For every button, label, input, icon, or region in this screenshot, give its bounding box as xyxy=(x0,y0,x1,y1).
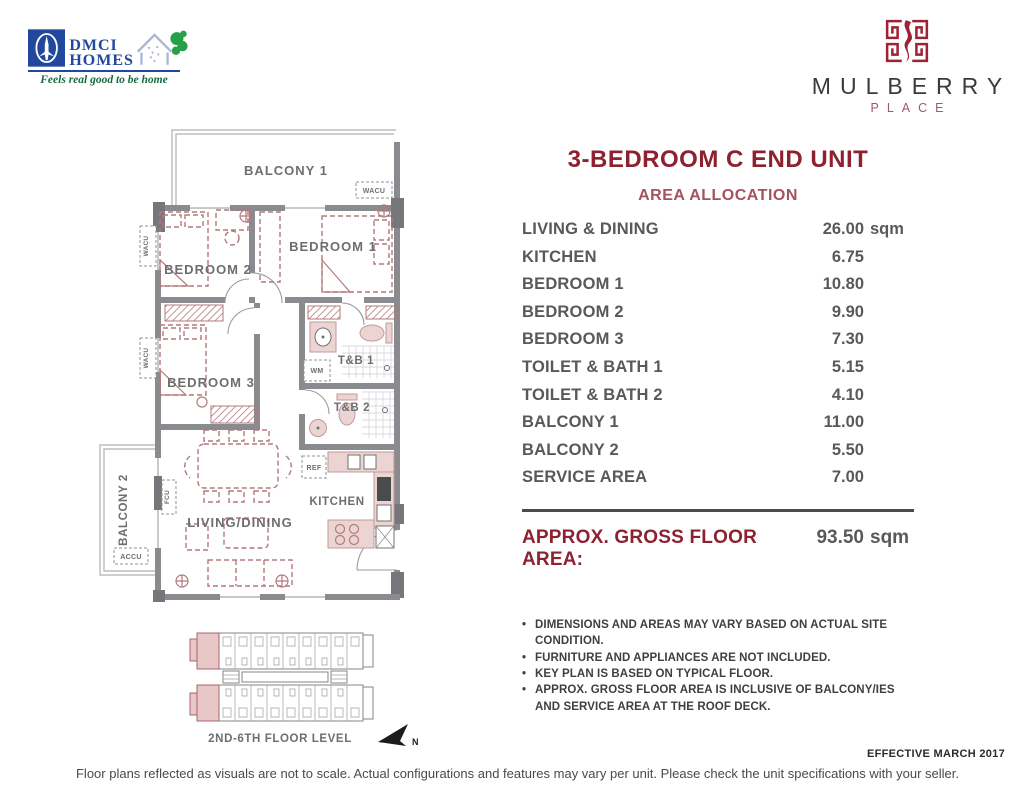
area-allocation-heading: AREA ALLOCATION xyxy=(638,187,798,204)
row-value: 6.75 xyxy=(831,247,864,266)
table-row xyxy=(522,358,914,386)
wacu-tag: WACU xyxy=(143,235,150,257)
north-label: N xyxy=(412,737,419,747)
table-row xyxy=(522,275,914,303)
row-value: 7.00 xyxy=(831,468,864,487)
table-row xyxy=(522,441,914,469)
row-unit: sqm xyxy=(870,220,904,238)
mulberry-emblem-icon xyxy=(884,18,930,64)
wm-tag: WM xyxy=(310,368,324,375)
note-text: FURNITURE AND APPLIANCES ARE NOT INCLUDED. xyxy=(535,651,831,664)
accu-tag: ACCU xyxy=(120,554,142,561)
floor-plan xyxy=(90,120,480,760)
balcony2-label: BALCONY 2 xyxy=(118,474,130,546)
bullet-icon: • xyxy=(522,684,527,697)
kitchen xyxy=(302,452,394,548)
note-item xyxy=(522,682,914,715)
bedroom1-label: BEDROOM 1 xyxy=(289,239,377,254)
effective-date: EFFECTIVE MARCH 2017 xyxy=(866,748,1005,760)
dmci-divider xyxy=(28,70,180,72)
dmci-word-2: HOMES xyxy=(69,51,134,69)
row-value: 26.00 xyxy=(822,220,864,238)
key-plan xyxy=(190,633,373,745)
note-text: APPROX. GROSS FLOOR AREA IS INCLUSIVE OF BALCONY/IES AND SERVICE AREA AT THE ROOF DECK. xyxy=(535,684,895,713)
living-dining-label: LIVING/DINING xyxy=(187,515,293,530)
bedroom-3 xyxy=(160,305,258,423)
mulberry-logo xyxy=(801,18,1013,115)
dmci-word-1: DMCI xyxy=(69,36,118,54)
bullet-icon: • xyxy=(522,651,527,664)
living-dining xyxy=(176,430,293,587)
table-row xyxy=(522,468,914,496)
toilet-bath-2 xyxy=(310,392,395,438)
gross-floor-area-unit: sqm xyxy=(870,526,910,548)
note-item xyxy=(522,666,914,682)
row-value: 9.90 xyxy=(831,302,864,321)
toilet-bath-1 xyxy=(304,306,396,381)
bedroom2-label: BEDROOM 2 xyxy=(164,262,252,277)
dmci-logo xyxy=(28,26,188,86)
row-value: 10.80 xyxy=(822,275,864,294)
dmci-emblem-icon xyxy=(28,28,65,68)
table-row xyxy=(522,220,914,248)
kitchen-label: KITCHEN xyxy=(309,496,365,508)
row-label: BEDROOM 1 xyxy=(522,275,624,294)
row-value: 11.00 xyxy=(823,413,864,432)
table-row xyxy=(522,303,914,331)
bedroom3-label: BEDROOM 3 xyxy=(167,375,255,390)
area-allocation-panel xyxy=(522,146,914,715)
gross-floor-area-row xyxy=(522,527,914,571)
bullet-icon: • xyxy=(522,618,527,631)
table-row xyxy=(522,248,914,276)
mulberry-sub-wordmark: PLACE xyxy=(870,101,952,115)
note-item xyxy=(522,617,914,650)
row-label: BALCONY 2 xyxy=(522,440,619,459)
gross-floor-area-label: APPROX. GROSS FLOOR AREA: xyxy=(522,526,757,570)
row-label: TOILET & BATH 1 xyxy=(522,357,663,376)
tb1-label: T&B 1 xyxy=(337,355,375,367)
note-text: KEY PLAN IS BASED ON TYPICAL FLOOR. xyxy=(535,667,774,680)
tb2-label: T&B 2 xyxy=(333,402,371,414)
dmci-tagline: Feels real good to be home xyxy=(40,74,168,86)
row-label: BEDROOM 3 xyxy=(522,330,624,349)
note-item xyxy=(522,650,914,666)
dmci-wordmark xyxy=(69,38,134,68)
fcu-tag: FCU xyxy=(164,490,171,504)
row-value: 5.15 xyxy=(831,357,864,376)
row-label: SERVICE AREA xyxy=(522,468,648,487)
bedroom-1 xyxy=(260,205,392,292)
table-row xyxy=(522,386,914,414)
row-label: BALCONY 1 xyxy=(522,413,619,432)
balcony1-label: BALCONY 1 xyxy=(244,163,328,178)
gross-floor-area-value: 93.50 xyxy=(816,526,864,548)
wacu-tag: WACU xyxy=(143,347,150,369)
bullet-icon: • xyxy=(522,667,527,680)
table-row xyxy=(522,330,914,358)
note-text: DIMENSIONS AND AREAS MAY VARY BASED ON ACTUAL SITE CONDITION. xyxy=(535,618,888,648)
floor-level-label: 2ND-6TH FLOOR LEVEL xyxy=(208,733,352,745)
row-label: LIVING & DINING xyxy=(522,220,659,238)
table-divider xyxy=(522,509,914,512)
row-label: KITCHEN xyxy=(522,247,597,266)
row-value: 4.10 xyxy=(831,385,864,404)
balcony-1 xyxy=(172,130,396,205)
area-table xyxy=(522,220,914,496)
row-label: BEDROOM 2 xyxy=(522,302,624,321)
balcony-2 xyxy=(100,445,155,575)
wacu-tag: WACU xyxy=(362,188,386,195)
dmci-house-icon xyxy=(134,26,188,68)
ref-tag: REF xyxy=(306,465,322,472)
notes-list xyxy=(522,617,914,715)
row-label: TOILET & BATH 2 xyxy=(522,385,663,404)
row-value: 5.50 xyxy=(831,440,864,459)
unit-title: 3-BEDROOM C END UNIT xyxy=(567,146,869,173)
mulberry-wordmark: MULBERRY xyxy=(811,73,1012,99)
table-row xyxy=(522,413,914,441)
north-arrow-icon xyxy=(378,724,419,747)
row-value: 7.30 xyxy=(831,330,864,349)
disclaimer-text: Floor plans reflected as visuals are not to scale. Actual configurations and features may vary per unit. Please check the unit specifications with your seller. xyxy=(75,766,959,781)
bedroom-2 xyxy=(160,210,252,286)
